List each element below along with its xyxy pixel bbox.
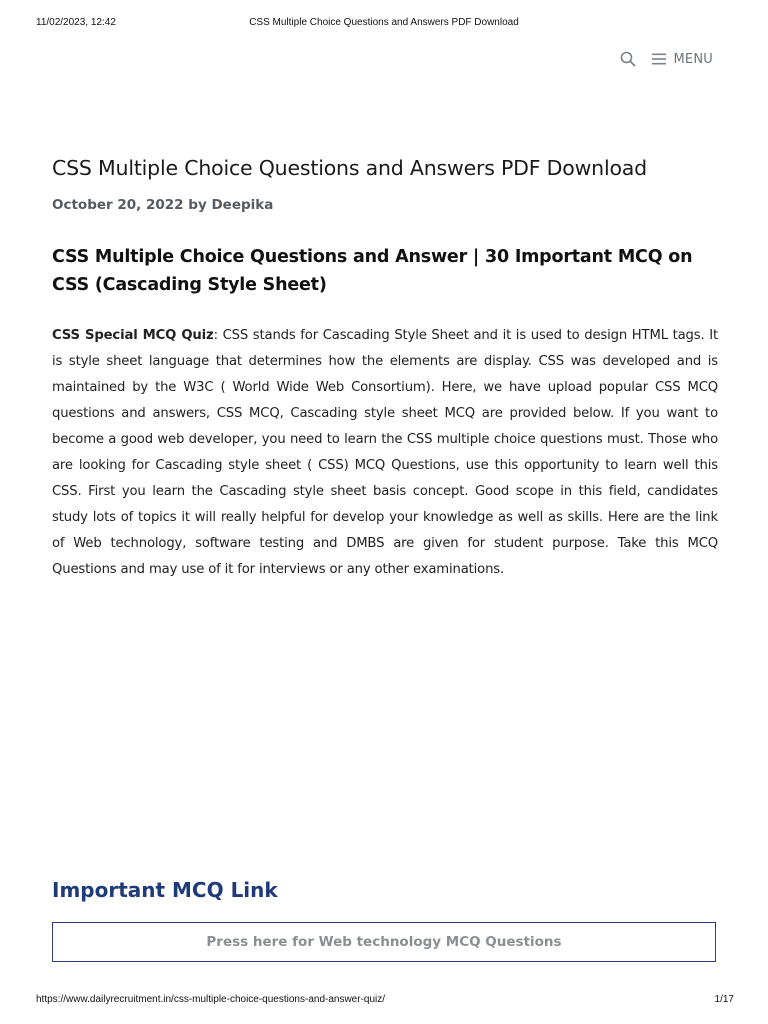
hamburger-icon bbox=[652, 53, 666, 65]
entry-meta bbox=[52, 195, 718, 215]
mcq-link-heading: Important MCQ Link bbox=[52, 878, 278, 902]
intro-lead: CSS Special MCQ Quiz bbox=[52, 328, 214, 343]
byline-by: by bbox=[188, 197, 207, 213]
search-button[interactable] bbox=[620, 51, 636, 67]
print-page-title: CSS Multiple Choice Questions and Answers PDF Download bbox=[249, 17, 519, 28]
page-number: 1/17 bbox=[714, 994, 734, 1005]
menu-button[interactable] bbox=[652, 52, 713, 67]
article bbox=[52, 152, 718, 596]
intro-body: : CSS stands for Cascading Style Sheet and it is used to design HTML tags. It is style sheet language that determines how the elements are display. CSS was developed and is maintained by the W3C ( World Wide Web Consortium). Here, we have upload popular CSS MCQ questions and answers, CSS MCQ, Cascading style sheet MCQ are provided below. If you want to become a good web developer, you need to learn the CSS multiple choice questions must. Those who are looking for Cascading style sheet ( CSS) MCQ Questions, use this opportunity to learn well this CSS. First you learn the Cascading style sheet basis concept. Good scope in this field, candidates study lots of topics it will really helpful for develop your knowledge as well as skills. Here are the link of Web technology, software testing and DMBS are given for student purpose. Take this MCQ Questions and may use of it for interviews or any other examinations. bbox=[52, 328, 719, 577]
print-footer bbox=[0, 994, 768, 1008]
menu-label: MENU bbox=[673, 51, 713, 67]
site-navigation bbox=[620, 49, 713, 69]
print-url: https://www.dailyrecruitment.in/css-multiple-choice-questions-and-answer-quiz/ bbox=[36, 994, 386, 1005]
section-heading: CSS Multiple Choice Questions and Answer | 30 Important MCQ on CSS (Cascading Style Sheet) bbox=[52, 247, 693, 295]
print-header bbox=[0, 17, 768, 31]
web-technology-mcq-button[interactable]: Press here for Web technology MCQ Questions bbox=[52, 922, 716, 962]
page-title: CSS Multiple Choice Questions and Answers PDF Download bbox=[52, 156, 647, 180]
post-author[interactable]: Deepika bbox=[211, 197, 274, 213]
post-date[interactable]: October 20, 2022 bbox=[52, 197, 184, 213]
search-icon bbox=[620, 51, 636, 67]
print-datetime: 11/02/2023, 12:42 bbox=[36, 17, 116, 28]
intro-paragraph bbox=[52, 323, 718, 583]
